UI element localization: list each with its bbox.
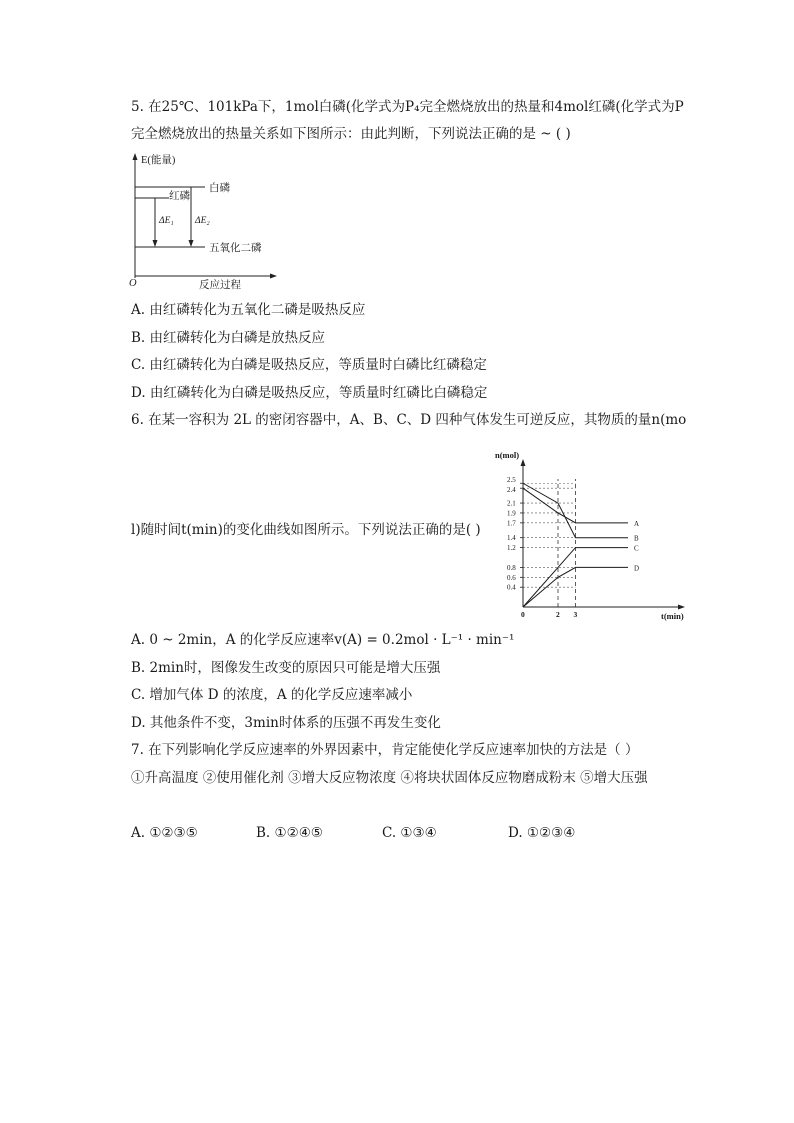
series-label-B: B: [634, 534, 639, 543]
series-label-C: C: [634, 544, 639, 553]
q6-option-b: B. 2min时，图像发生改变的原因只可能是增大压强: [131, 660, 441, 676]
q6-stem-line2: l)随时间t(min)的变化曲线如图所示。下列说法正确的是( ): [131, 522, 481, 538]
energy-x-arrow: [270, 274, 277, 279]
p2o5-label: 五氧化二磷: [209, 243, 262, 254]
energy-x-label: 反应过程: [199, 280, 241, 291]
y-tick-label-3: 1.9: [507, 509, 516, 518]
chart-y-label: n(mol): [495, 450, 520, 460]
q7-stem-line1: 7. 在下列影响化学反应速率的外界因素中，肯定能使化学反应速率加快的方法是（ ）: [131, 742, 639, 758]
y-tick-label-9: 0.4: [507, 583, 516, 592]
y-tick-label-7: 0.8: [507, 563, 516, 572]
white-p-label: 白磷: [209, 183, 230, 194]
y-tick-label-1: 2.4: [507, 486, 516, 495]
series-label-D: D: [634, 564, 640, 573]
q5-option-c: C. 由红磷转化为白磷是吸热反应，等质量时白磷比红磷稳定: [131, 357, 487, 373]
x-tick-label-1: 2: [556, 610, 560, 619]
q6-stem-line1: 6. 在某一容积为 2L 的密闭容器中，A、B、C、D 四种气体发生可逆反应，其物质的量n(mo: [131, 412, 687, 428]
dE2-label: ΔE₂: [195, 216, 210, 226]
q6-option-d: D. 其他条件不变，3min时体系的压强不再发生变化: [131, 715, 441, 731]
energy-y-label: E(能量): [141, 155, 176, 166]
mole-time-chart: [493, 445, 693, 625]
q6-option-c: C. 增加气体 D 的浓度，A 的化学反应速率减小: [131, 687, 413, 703]
chart-y-arrow: [521, 459, 526, 466]
q5-stem-line2: 完全燃烧放出的热量关系如下图所示：由此判断，下列说法正确的是 ~ ( ): [131, 126, 571, 142]
x-tick-label-2: 3: [573, 610, 578, 619]
q6-option-a: A. 0 ~ 2min，A 的化学反应速率v(A) = 0.2mol · L⁻¹ · min⁻¹: [131, 632, 515, 648]
dE1-label: ΔE₁: [159, 216, 174, 226]
q5-option-d: D. 由红磷转化为白磷是吸热反应，等质量时红磷比白磷稳定: [131, 385, 488, 401]
chart-x-label: t(min): [661, 611, 684, 621]
energy-origin: O: [129, 278, 137, 289]
q7-option-d: D. ①②③④: [508, 825, 576, 841]
y-tick-label-4: 1.7: [507, 519, 516, 528]
series-label-A: A: [634, 519, 640, 528]
q7-option-b: B. ①②④⑤: [256, 825, 323, 841]
q5-option-b: B. 由红磷转化为白磷是放热反应: [131, 330, 326, 346]
energy-y-arrow: [133, 153, 138, 160]
y-tick-label-2: 2.1: [507, 499, 516, 508]
q5-option-a: A. 由红磷转化为五氧化二磷是吸热反应: [131, 302, 366, 318]
q7-stem-line2: ①升高温度 ②使用催化剂 ③增大反应物浓度 ④将块状固体反应物磨成粉末 ⑤增大压强: [131, 770, 648, 786]
q7-option-c: C. ①③④: [382, 825, 437, 841]
y-tick-label-8: 0.6: [507, 573, 516, 582]
q7-option-a: A. ①②③⑤: [131, 825, 198, 841]
red-p-label: 红磷: [169, 191, 190, 202]
x-tick-label-0: 0: [521, 610, 525, 619]
energy-diagram: [125, 150, 285, 292]
y-tick-label-5: 1.4: [507, 534, 516, 543]
y-tick-label-0: 2.5: [507, 475, 516, 484]
chart-x-arrow: [678, 605, 685, 610]
y-tick-label-6: 1.2: [507, 544, 516, 553]
q5-stem-line1: 5. 在25℃、101kPa下，1mol白磷(化学式为P₄完全燃烧放出的热量和4mol红磷(化学式为P: [131, 99, 684, 115]
